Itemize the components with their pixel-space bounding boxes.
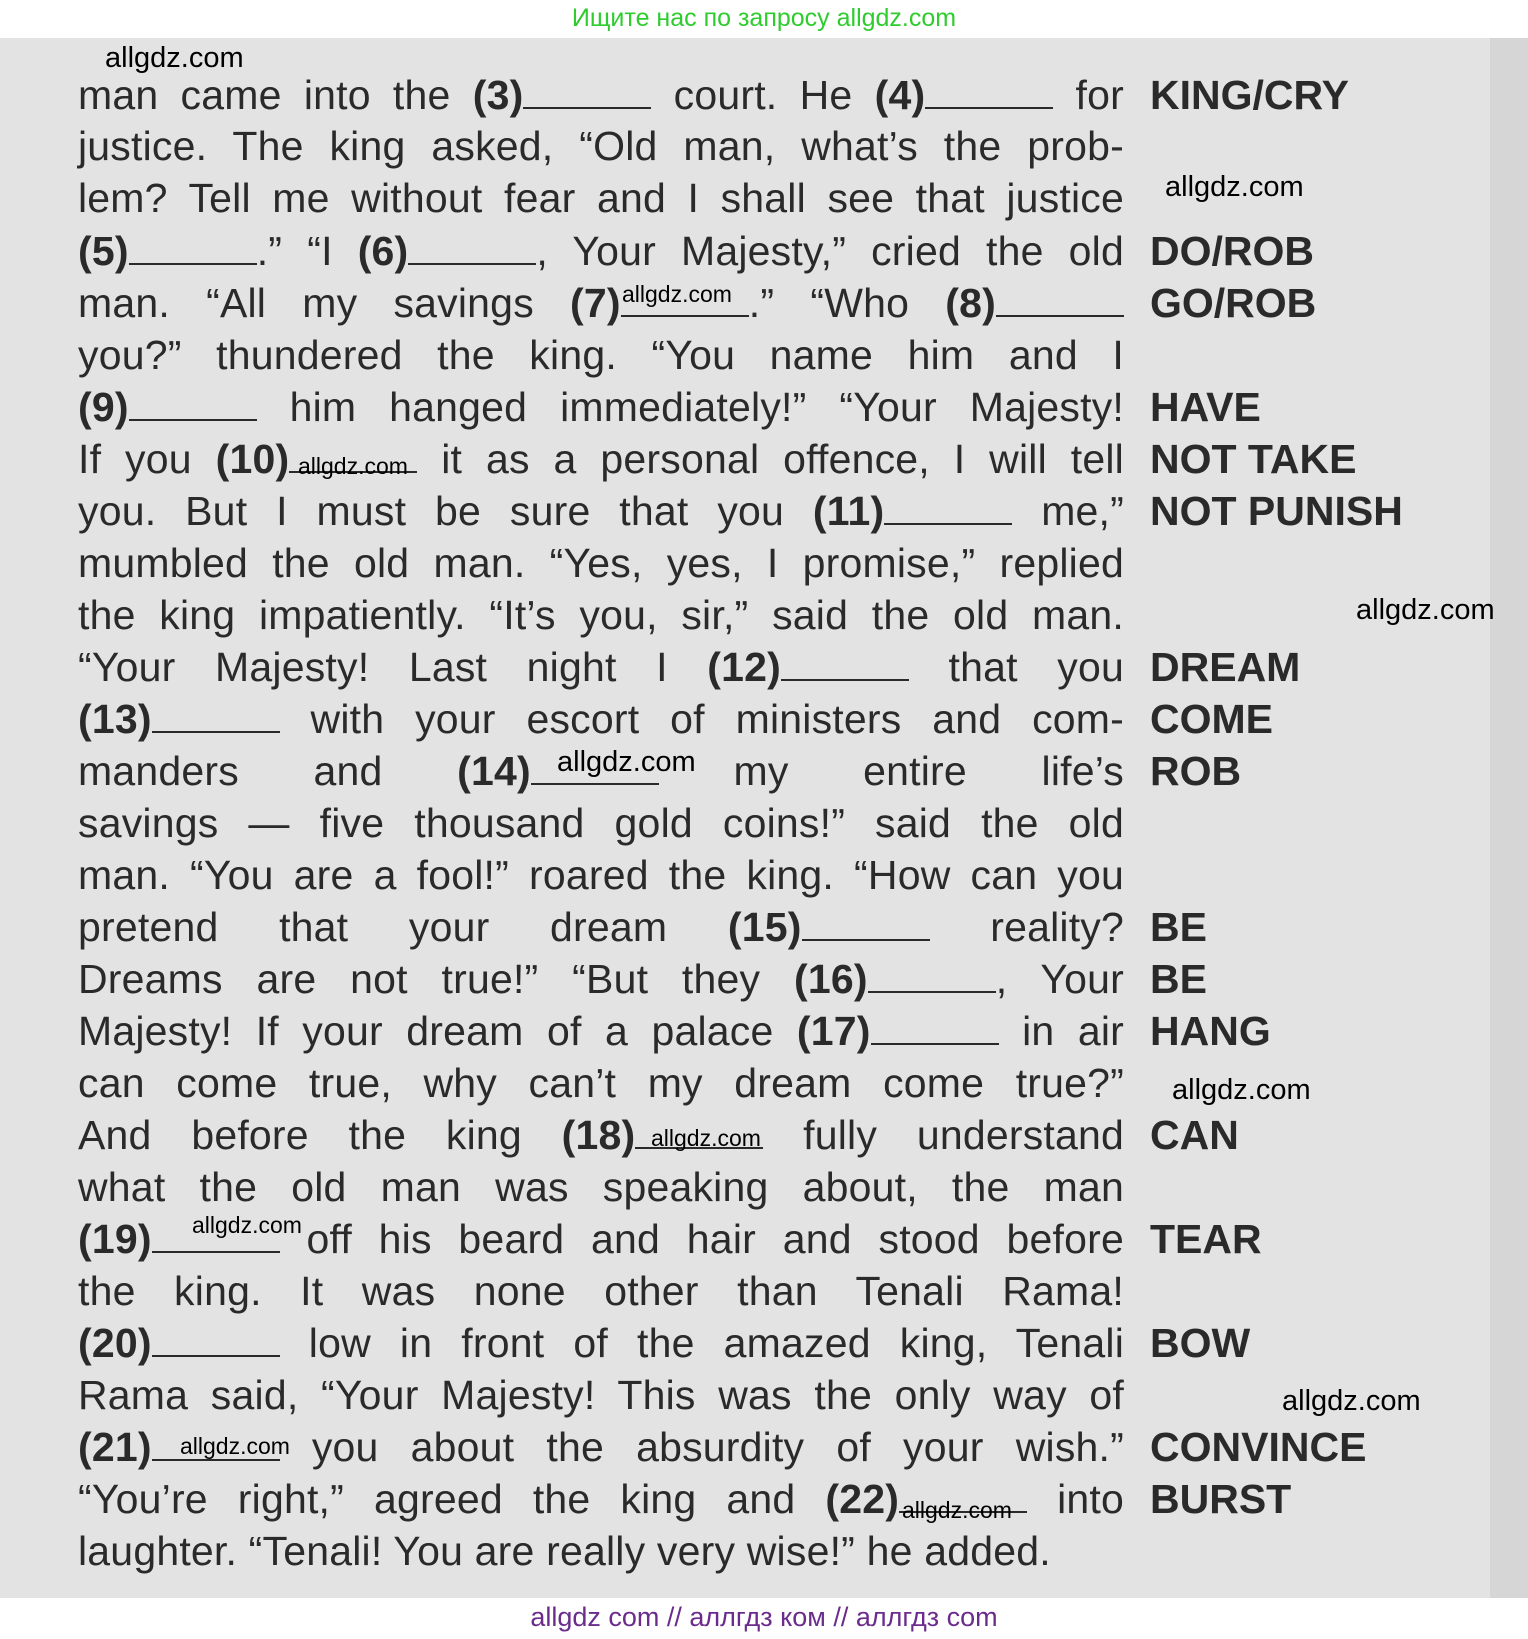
answer-blank (129, 229, 257, 265)
text-line (78, 1108, 1124, 1162)
cue-word: HANG (1150, 1008, 1271, 1054)
gap-number: (7) (570, 280, 621, 326)
gap-number: (14) (457, 748, 531, 794)
gap-number: (19) (78, 1216, 152, 1262)
text-fragment: savings — five thousand gold coins!” said the old (78, 800, 1124, 846)
text-line (78, 1316, 1124, 1370)
text-line (78, 1368, 1124, 1422)
watermark: allgdz.com (1165, 171, 1304, 203)
text-fragment: , Your Majesty,” cried the old (536, 228, 1124, 274)
text-fragment: you. But I must be sure that you (78, 488, 813, 534)
watermark: allgdz.com (1172, 1074, 1311, 1106)
text-fragment: And before the king (78, 1112, 562, 1158)
watermark: allgdz.com (298, 453, 408, 479)
answer-blank (152, 697, 280, 733)
cue-word: CONVINCE (1150, 1424, 1367, 1470)
cue-word: KING/CRY (1150, 72, 1349, 118)
text-fragment: what the old man was speaking about, the man (78, 1164, 1124, 1210)
gap-number: (3) (472, 72, 524, 118)
text-line (78, 484, 1124, 538)
answer-blank (868, 957, 996, 993)
text-fragment: my entire life’s (658, 748, 1124, 794)
text-fragment: .” “Who (748, 280, 946, 326)
text-fragment: justice. The king asked, “Old man, what’s the prob- (78, 123, 1124, 169)
text-fragment: low in front of the amazed king, Tenali (279, 1320, 1124, 1366)
text-fragment: with your escort of ministers and com- (279, 696, 1124, 742)
text-fragment: pretend that your dream (78, 904, 728, 950)
gap-number: (20) (78, 1320, 152, 1366)
gap-number: (6) (357, 228, 409, 274)
text-fragment: in air (998, 1008, 1124, 1054)
text-fragment: him hanged immediately!” “Your Majesty! (256, 384, 1124, 430)
text-fragment: lem? Tell me without fear and I shall see that justice (78, 175, 1124, 221)
gap-number: (11) (812, 488, 885, 534)
text-fragment: Majesty! If your dream of a palace (78, 1008, 797, 1054)
text-line (78, 848, 1124, 902)
text-line (78, 432, 1124, 486)
text-line (78, 1056, 1124, 1110)
cue-word: DO/ROB (1150, 228, 1314, 274)
cue-word: GO/ROB (1150, 280, 1317, 326)
text-line (78, 1264, 1124, 1318)
text-fragment: .” “I (256, 228, 358, 274)
text-fragment: the king. It was none other than Tenali Rama! (78, 1268, 1124, 1314)
watermark: allgdz.com (192, 1212, 302, 1238)
text-line (78, 952, 1124, 1006)
watermark: allgdz.com (105, 42, 244, 74)
cue-word: BOW (1150, 1320, 1251, 1366)
top-banner[interactable]: Ищите нас по запросу allgdz.com (0, 0, 1528, 38)
text-fragment: “Your Majesty! Last night I (78, 644, 708, 690)
gap-number: (10) (215, 436, 290, 482)
text-fragment: laughter. “Tenali! You are really very wise!” he added. (78, 1528, 1051, 1574)
text-fragment: man. “You are a fool!” roared the king. “How can you (78, 852, 1124, 898)
text-fragment: court. He (651, 72, 875, 118)
text-fragment: you about the absurdity of your wish.” (279, 1424, 1124, 1470)
text-fragment: off his beard and hair and stood before (279, 1216, 1124, 1262)
answer-blank (802, 905, 930, 941)
text-fragment: Dreams are not true!” “But they (78, 956, 795, 1002)
text-fragment: , Your (995, 956, 1124, 1002)
cue-word: ROB (1150, 748, 1242, 794)
answer-blank (408, 229, 536, 265)
text-fragment: manders and (78, 748, 458, 794)
text-fragment: can come true, why can’t my dream come true?” (78, 1060, 1124, 1106)
answer-blank (884, 489, 1012, 525)
cue-word: BE (1150, 904, 1207, 950)
text-fragment: If you (78, 436, 216, 482)
cue-word: BE (1150, 956, 1207, 1002)
text-fragment: mumbled the old man. “Yes, yes, I promise,” replied (78, 540, 1124, 586)
text-line (78, 588, 1124, 642)
watermark: allgdz.com (557, 746, 696, 778)
watermark: allgdz.com (902, 1497, 1012, 1523)
text-line (78, 171, 1124, 225)
gap-number: (13) (78, 696, 152, 742)
watermark: allgdz.com (1356, 594, 1495, 626)
text-line (78, 328, 1124, 382)
answer-blank (152, 1321, 280, 1357)
text-fragment: man came into the (78, 72, 473, 118)
text-fragment: man. “All my savings (78, 280, 571, 326)
text-line (78, 119, 1124, 173)
text-fragment: Rama said, “Your Majesty! This was the only way of (78, 1372, 1124, 1418)
text-line (78, 380, 1124, 434)
text-line (78, 796, 1124, 850)
text-line (78, 640, 1124, 694)
text-fragment: for (1053, 72, 1124, 118)
answer-blank (871, 1009, 999, 1045)
page-edge-shadow (1490, 38, 1528, 1598)
gap-number: (21) (78, 1424, 152, 1470)
answer-blank (925, 73, 1053, 109)
answer-blank (996, 281, 1124, 317)
text-line (78, 900, 1124, 954)
text-fragment: into (1027, 1476, 1124, 1522)
gap-number: (8) (945, 280, 996, 326)
text-line (78, 68, 1124, 122)
text-line (78, 1004, 1124, 1058)
gap-number: (18) (561, 1112, 636, 1158)
gap-number: (17) (796, 1008, 871, 1054)
text-line (78, 224, 1124, 278)
bottom-banner[interactable]: allgdz com // аллгдз ком // аллгдз com (0, 1598, 1528, 1639)
text-line (78, 692, 1124, 746)
cue-word: BURST (1150, 1476, 1292, 1522)
gap-number: (5) (78, 228, 129, 274)
cue-word: CAN (1150, 1112, 1239, 1158)
text-line (78, 1524, 1124, 1578)
text-fragment: fully understand (763, 1112, 1124, 1158)
cue-word: NOT PUNISH (1150, 488, 1403, 534)
gap-number: (9) (78, 384, 129, 430)
text-line (78, 276, 1124, 330)
text-fragment: that you (909, 644, 1124, 690)
text-fragment: reality? (929, 904, 1124, 950)
cue-word: NOT TAKE (1150, 436, 1357, 482)
gap-number: (12) (707, 644, 781, 690)
cue-word: TEAR (1150, 1216, 1262, 1262)
text-fragment: you?” thundered the king. “You name him and I (78, 332, 1124, 378)
text-fragment: it as a personal offence, I will tell (417, 436, 1124, 482)
answer-blank (523, 73, 651, 109)
cue-word: HAVE (1150, 384, 1261, 430)
gap-number: (16) (794, 956, 868, 1002)
watermark: allgdz.com (1282, 1385, 1421, 1417)
text-fragment: me,” (1012, 488, 1124, 534)
answer-blank (781, 645, 909, 681)
answer-blank (129, 385, 257, 421)
text-fragment: “You’re right,” agreed the king and (78, 1476, 826, 1522)
watermark: allgdz.com (622, 281, 732, 307)
gap-number: (4) (874, 72, 926, 118)
text-line (78, 1160, 1124, 1214)
cue-word: COME (1150, 696, 1273, 742)
text-fragment: the king impatiently. “It’s you, sir,” said the old man. (78, 592, 1124, 638)
gap-number: (15) (727, 904, 802, 950)
watermark: allgdz.com (180, 1433, 290, 1459)
watermark: allgdz.com (651, 1125, 761, 1151)
cue-word: DREAM (1150, 644, 1301, 690)
gap-number: (22) (825, 1476, 900, 1522)
text-line (78, 536, 1124, 590)
